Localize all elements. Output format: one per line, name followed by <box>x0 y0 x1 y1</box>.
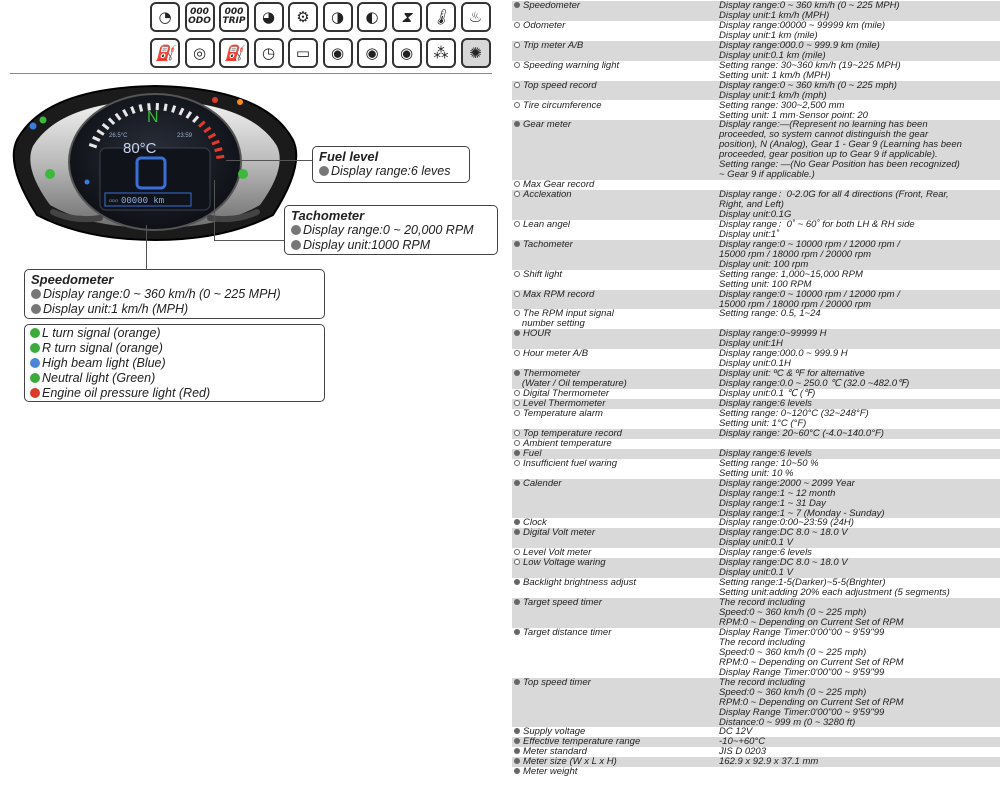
spec-row <box>512 220 1000 240</box>
spec-row <box>512 120 1000 180</box>
distance-d-icon: ◉ <box>357 38 387 68</box>
spec-bullet <box>514 22 520 28</box>
spec-value: Setting range: 0~120°C (32~248°F) Setting unit: 1°C (°F) <box>719 407 869 429</box>
tacho-callout-line-1: Display range:0 ~ 20,000 RPM <box>303 223 474 237</box>
spec-row <box>512 678 1000 728</box>
gear-setting-icon: ⚙ <box>288 2 318 32</box>
legend-label: High beam light (Blue) <box>42 356 166 370</box>
spec-value: Setting range: 1,000~15,000 RPM Setting unit: 100 RPM <box>719 268 863 290</box>
high-beam-lamp <box>30 123 37 130</box>
speedo-callout-line-1: Display range:0 ~ 360 km/h (0 ~ 225 MPH) <box>43 287 281 301</box>
fuel-icon: ⛽ <box>219 38 249 68</box>
spec-label: HOUR <box>512 329 717 339</box>
spec-value: Setting range: 300~2,500 mm Setting unit: 1 mm·Sensor point: 20 <box>719 99 868 121</box>
spec-value: The record including Speed:0 ~ 360 km/h (0 ~ 225 mph) RPM:0 ~ Depending on Current Set of RPM <box>719 597 904 628</box>
odometer-icon: 000 ODO <box>185 2 215 32</box>
spec-value: The record including Speed:0 ~ 360 km/h (0 ~ 225 mph) RPM:0 ~ Depending on Current Set of RPM Display Range Timer:0'00"00 ~ 9'59"99 Distance:0 ~ 999 m (0 ~ 3280 ft) <box>719 676 904 728</box>
legend-item <box>30 386 319 401</box>
legend-dot <box>30 388 40 398</box>
spec-bullet <box>514 738 520 744</box>
meter-ambient: 26.5°C <box>109 133 128 139</box>
spec-row <box>512 270 1000 290</box>
spec-row <box>512 628 1000 678</box>
rpm-tick <box>140 104 142 111</box>
spec-bullet <box>514 728 520 734</box>
spec-label: Meter standard <box>512 747 717 757</box>
spec-label: Calender <box>512 479 717 489</box>
rpm-tick <box>216 156 224 157</box>
spec-row <box>512 757 1000 767</box>
meter-gear: N <box>147 109 159 126</box>
spec-row <box>512 101 1000 121</box>
spec-value: Display range:0 ~ 360 km/h (0 ~ 225 MPH) Display unit:1 km/h (MPH) <box>719 0 900 21</box>
spec-label: Top speed record <box>512 81 717 91</box>
spec-bullet <box>514 291 520 297</box>
spec-label: Meter weight <box>512 767 717 777</box>
spec-bullet <box>514 559 520 565</box>
spec-value: Display range:0~99999 H Display unit:1H <box>719 328 827 350</box>
spec-bullet <box>514 82 520 88</box>
l-turn-lamp <box>40 117 47 124</box>
spec-row <box>512 190 1000 220</box>
spec-row <box>512 81 1000 101</box>
lighting-icon: ⁂ <box>426 38 456 68</box>
spec-row <box>512 41 1000 61</box>
spec-bullet <box>514 549 520 555</box>
spec-value: Display range:0 ~ 10000 rpm / 12000 rpm / 15000 rpm / 18000 rpm / 20000 rpm Display unit: 100 rpm <box>719 238 900 270</box>
spec-row <box>512 309 1000 329</box>
spec-row <box>512 349 1000 369</box>
tachometer-icon: ◕ <box>254 2 284 32</box>
spec-row <box>512 290 1000 310</box>
spec-bullet <box>514 271 520 277</box>
spec-label: Ambient temperature <box>512 439 717 449</box>
legend-dot <box>30 343 40 353</box>
oil-pressure-icon: ⛽ <box>150 38 180 68</box>
spec-label: Target distance timer <box>512 628 717 638</box>
thermometer-icon: 🌡 <box>426 2 456 32</box>
speedo-callout-line-2: Display unit:1 km/h (MPH) <box>43 302 189 316</box>
spec-row <box>512 329 1000 349</box>
spec-bullet <box>514 181 520 187</box>
tacho-callout-line-2: Display unit:1000 RPM <box>303 238 431 252</box>
spec-bullet <box>514 599 520 605</box>
spec-label: Top temperature record <box>512 429 717 439</box>
spec-value: -10~+60°C <box>719 736 766 748</box>
legend-dot <box>30 328 40 338</box>
spec-value: Display range:6 levels <box>719 447 812 459</box>
legend-item <box>30 356 319 371</box>
spec-bullet <box>514 768 520 774</box>
spec-label: Digital Thermometer <box>512 389 717 399</box>
spec-bullet <box>514 121 520 127</box>
spec-value: 162.9 x 92.9 x 37.1 mm <box>719 756 819 768</box>
spec-value: Display range:000.0 ~ 999.9 H Display unit:0.1H <box>719 348 848 370</box>
spec-row <box>512 409 1000 429</box>
spec-label: Backlight brightness adjust <box>512 578 717 588</box>
spec-bullet <box>514 679 520 685</box>
feature-icon-grid <box>150 2 495 70</box>
spec-label: Lean angel <box>512 220 717 230</box>
spec-bullet <box>514 410 520 416</box>
spec-bullet <box>514 241 520 247</box>
spec-label: Temperature alarm <box>512 409 717 419</box>
spec-label: Insufficient fuel waring <box>512 459 717 469</box>
trip-meter-icon: 000 TRIP <box>219 2 249 32</box>
spec-value: Display range：0˚ ~ 60˚ for both LH & RH side Display unit:1˚ <box>719 218 915 240</box>
speedo-leader <box>146 225 147 269</box>
top-speed-icon: ◐ <box>357 2 387 32</box>
meter-odo-label: ODO <box>109 198 119 203</box>
lamp-neutral <box>85 180 90 185</box>
spec-row <box>512 369 1000 389</box>
spec-label: Clock <box>512 518 717 528</box>
spec-bullet <box>514 400 520 406</box>
spec-bullet <box>514 758 520 764</box>
spec-bullet <box>514 748 520 754</box>
spec-value: Display range:DC 8.0 ~ 18.0 V Display unit:0.1 V <box>719 527 848 549</box>
tacho-leader-v <box>214 180 215 240</box>
spec-row <box>512 1 1000 21</box>
spec-bullet <box>514 2 520 8</box>
r-turn-lamp <box>237 99 243 105</box>
spec-bullet <box>514 480 520 486</box>
spec-value: Setting range: 30~360 km/h (19~225 MPH) Setting unit: 1 km/h (MPH) <box>719 59 901 81</box>
coolant-temp-icon: ♨ <box>461 2 491 32</box>
spec-label: Low Voltage waring <box>512 558 717 568</box>
spec-label: Tachometer <box>512 240 717 250</box>
spec-value: Display range:00000 ~ 99999 km (mile) Display unit:1 km (mile) <box>719 19 886 41</box>
spec-label: Level Thermometer <box>512 399 717 409</box>
spec-value: Display range：0-2.0G for all 4 directions (Front, Rear, Right, and Left) Display unit:0.1G <box>719 189 949 221</box>
spec-row <box>512 578 1000 598</box>
rpm-tick <box>215 149 223 151</box>
fuel-leader <box>226 160 312 161</box>
spec-label: Hour meter A/B <box>512 349 717 359</box>
spec-label: Tire circumference <box>512 101 717 111</box>
spec-label: The RPM input signal number setting <box>512 309 717 329</box>
speedometer-icon: ◔ <box>150 2 180 32</box>
legend-label: L turn signal (orange) <box>42 326 161 340</box>
spec-bullet <box>514 390 520 396</box>
spec-bullet <box>514 350 520 356</box>
spec-bullet <box>514 310 520 316</box>
spec-bullet <box>514 430 520 436</box>
spec-value: Display Range Timer:0'00"00 ~ 9'59"99 The record including Speed:0 ~ 360 km/h (0 ~ 225 mph) RPM:0 ~ Depending on Current Set of RPM Display Range Timer:0'00"00 ~ 9'59"99 <box>719 626 904 678</box>
backlight-icon: ✺ <box>461 38 491 68</box>
spec-label: Target speed timer <box>512 598 717 608</box>
spec-bullet <box>514 529 520 535</box>
spec-label: Trip meter A/B <box>512 41 717 51</box>
spec-value: Display range:0:00~23:59 (24H) <box>719 517 854 529</box>
legend-label: R turn signal (orange) <box>42 341 163 355</box>
spec-label: Supply voltage <box>512 727 717 737</box>
spec-bullet <box>514 460 520 466</box>
indicator-legend <box>24 324 325 402</box>
spec-label: Effective temperature range <box>512 737 717 747</box>
legend-item <box>30 341 319 356</box>
spec-label: Meter size (W x L x H) <box>512 757 717 767</box>
spec-bullet <box>514 370 520 376</box>
spec-label: Odometer <box>512 21 717 31</box>
spec-value: Display range:6 levels <box>719 547 812 559</box>
spec-label: Gear meter <box>512 120 717 130</box>
spec-value: Setting range:1-5(Darker)~5-5(Brighter) Setting unit:adding 20% each adjustment (5 segments) <box>719 577 950 599</box>
meter-clock: 23:59 <box>177 133 193 139</box>
spec-value: Display range:2000 ~ 2099 Year Display range:1 ~ 12 month Display range:1 ~ 31 Day Display range:1 ~ 7 (Monday - Sunday) <box>719 477 885 519</box>
speedo-callout-title: Speedometer <box>31 272 114 287</box>
tacho-callout-title: Tachometer <box>291 208 365 223</box>
spec-row <box>512 558 1000 578</box>
clock-icon: ◷ <box>254 38 284 68</box>
spec-value: Display unit: ºC & ºF for alternative Display range:0.0 ~ 250.0 ℃ (32.0 ~482.0℉) <box>719 368 910 390</box>
spec-value: DC 12V <box>719 726 753 738</box>
spec-label: Speedometer <box>512 1 717 11</box>
spec-value: Display range:—(Represent no learning has been proceeded, so system cannot distinguish the gear position), N (Analog), Gear 1 - Gear 9 (Learning has been proceeded, gear position up to Gear 9 if applicable). Setting range: —(No Gear Position has been recognized) ~ Gear 9 if applicable.) <box>719 119 962 181</box>
lamp-left-low <box>45 169 55 179</box>
spec-row <box>512 528 1000 548</box>
meter-odo: 00000 km <box>121 196 165 206</box>
fuel-callout <box>312 146 470 183</box>
spec-value: Display range:000.0 ~ 999.9 km (mile) Display unit:0.1 km (mile) <box>719 39 880 61</box>
spec-row <box>512 459 1000 479</box>
legend-label: Engine oil pressure light (Red) <box>42 386 211 400</box>
spec-row <box>512 767 1000 777</box>
speed-s-icon: ◉ <box>323 38 353 68</box>
spec-bullet <box>514 629 520 635</box>
lamp-right-low <box>238 169 248 179</box>
legend-dot <box>30 373 40 383</box>
spec-value: Display range:0 ~ 360 km/h (0 ~ 225 mph) Display unit:1 km/h (mph) <box>719 79 897 101</box>
spec-label: Top speed timer <box>512 678 717 688</box>
legend-label: Neutral light (Green) <box>42 371 156 385</box>
spec-value: Display range: 20~60°C (-4.0~140.0°F) <box>719 427 884 439</box>
fuel-callout-line: Display range:6 leves <box>331 164 451 178</box>
spec-value: Setting range: 10~50 % Setting unit: 10 % <box>719 457 819 479</box>
tachometer-callout <box>284 205 498 255</box>
meter-illustration <box>5 80 305 245</box>
spec-bullet <box>514 221 520 227</box>
spec-label: Digital Volt meter <box>512 528 717 538</box>
spec-label: Speeding warning light <box>512 61 717 71</box>
spec-value: Display range:0 ~ 10000 rpm / 12000 rpm / 15000 rpm / 18000 rpm / 20000 rpm <box>719 288 900 310</box>
rpm-tick <box>165 104 166 111</box>
spec-row <box>512 479 1000 519</box>
speedometer-callout <box>24 269 325 319</box>
spec-bullet <box>514 519 520 525</box>
spec-bullet <box>514 62 520 68</box>
spec-bullet <box>514 579 520 585</box>
spec-bullet <box>514 102 520 108</box>
spec-bullet <box>514 191 520 197</box>
spec-row <box>512 21 1000 41</box>
speed-warning-icon: ◑ <box>323 2 353 32</box>
spec-row <box>512 61 1000 81</box>
spec-label: Fuel <box>512 449 717 459</box>
battery-icon: ▭ <box>288 38 318 68</box>
tire-icon: ◎ <box>185 38 215 68</box>
fuel-callout-title: Fuel level <box>319 149 379 164</box>
legend-item <box>30 326 319 341</box>
spec-label: Thermometer (Water / Oil temperature) <box>512 369 717 389</box>
spec-label: Shift light <box>512 270 717 280</box>
spec-row <box>512 240 1000 270</box>
spec-label: Level Volt meter <box>512 548 717 558</box>
spec-row <box>512 598 1000 628</box>
divider <box>10 73 492 74</box>
oil-lamp <box>212 97 218 103</box>
spec-bullet <box>514 42 520 48</box>
legend-item <box>30 371 319 386</box>
spec-label: Max RPM record <box>512 290 717 300</box>
spec-table <box>512 0 1000 796</box>
spec-label: Acclexation <box>512 190 717 200</box>
spec-value: Display unit:0.1 ℃ (℉) <box>719 388 816 400</box>
tacho-leader-h <box>214 240 284 241</box>
spec-value: Display range:6 levels <box>719 398 812 409</box>
spec-bullet <box>514 450 520 456</box>
spec-bullet <box>514 440 520 446</box>
spec-value: Display range:DC 8.0 ~ 18.0 V Display unit:0.1 V <box>719 557 848 579</box>
timer-t-icon: ◉ <box>392 38 422 68</box>
spec-value: JIS D 0203 <box>719 746 766 758</box>
spec-value: Setting range: 0.5, 1~24 <box>719 308 821 320</box>
meter-temp: 80°C <box>123 140 157 157</box>
legend-dot <box>30 358 40 368</box>
spec-label: Max Gear record <box>512 180 717 190</box>
spec-bullet <box>514 330 520 336</box>
hourglass-icon: ⧗ <box>392 2 422 32</box>
